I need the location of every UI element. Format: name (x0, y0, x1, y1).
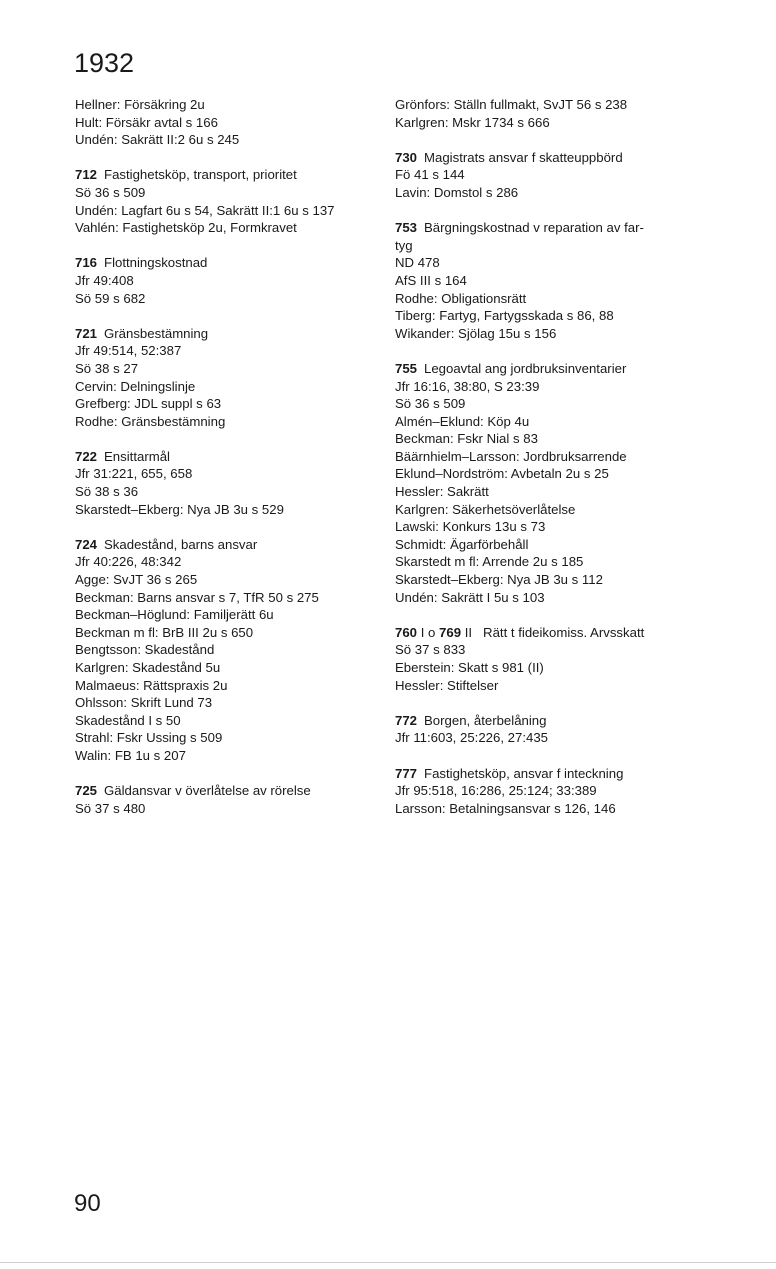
entry-number: 721 (75, 325, 98, 341)
reference-line: Undén: Lagfart 6u s 54, Sakrätt II:1 6u s 137 (75, 202, 335, 218)
reference-line: Karlgren: Säkerhetsöverlåtelse (395, 501, 576, 517)
entry-heading (395, 149, 695, 167)
right-column (395, 96, 695, 835)
reference-line: Almén–Eklund: Köp 4u (395, 413, 530, 429)
reference-line: Wikander: Sjölag 15u s 156 (395, 325, 557, 341)
left-column (75, 96, 375, 835)
reference-line: Karlgren: Skadestånd 5u (75, 660, 221, 675)
continued-entry (75, 96, 375, 149)
entry-724 (75, 536, 375, 765)
reference-line: Schmidt: Ägarförbehåll (395, 536, 529, 552)
entry-number: 730 (395, 149, 418, 165)
reference-line: Beckman: Fskr Nial s 83 (395, 431, 538, 447)
entry-number: 724 (75, 536, 98, 552)
entry-part: II (464, 624, 473, 640)
entry-title: Gäldansvar v överlåtelse av rörelse (104, 783, 311, 799)
reference-line: Hellner: Försäkring 2u (75, 97, 205, 112)
entry-753 (395, 219, 695, 342)
entry-721 (75, 325, 375, 431)
entry-heading (75, 782, 375, 800)
entry-title: Borgen, återbelåning (424, 712, 547, 728)
reference-line: Beckman: Barns ansvar s 7, TfR 50 s 275 (75, 589, 319, 605)
entry-772 (395, 712, 695, 747)
reference-line: Vahlén: Fastighetsköp 2u, Formkravet (75, 220, 297, 236)
reference-line: Grönfors: Ställn fullmakt, SvJT 56 s 238 (395, 97, 628, 112)
reference-line: Cervin: Delningslinje (75, 378, 196, 394)
entry-title: Fastighetsköp, ansvar f inteckning (424, 765, 624, 781)
reference-line: Fö 41 s 144 (395, 167, 465, 183)
reference-line: Eklund–Nordström: Avbetaln 2u s 25 (395, 466, 609, 482)
reference-line: Walin: FB 1u s 207 (75, 747, 186, 763)
reference-line: Malmaeus: Rättspraxis 2u (75, 677, 228, 693)
page-bottom-edge (0, 1262, 776, 1263)
reference-line: Hult: Försäkr avtal s 166 (75, 114, 218, 130)
entry-number: 777 (395, 765, 418, 781)
entry-title: Skadestånd, barns ansvar (104, 536, 258, 552)
reference-line: Beckman–Höglund: Familjerätt 6u (75, 607, 274, 623)
entry-number: 716 (75, 255, 98, 271)
reference-line: Sö 36 s 509 (395, 396, 466, 412)
reference-line: Jfr 49:514, 52:387 (75, 343, 182, 359)
entry-number: 760 (395, 624, 418, 640)
entry-716 (75, 254, 375, 307)
entry-number: 722 (75, 448, 98, 464)
entry-number: 769 (439, 624, 462, 640)
continued-entry (395, 96, 695, 131)
entry-heading (75, 254, 375, 272)
reference-line: Jfr 95:518, 16:286, 25:124; 33:389 (395, 783, 597, 799)
reference-line: ND 478 (395, 255, 440, 271)
entry-number: 755 (395, 360, 418, 376)
reference-line: Lawski: Konkurs 13u s 73 (395, 519, 546, 535)
reference-line: Jfr 11:603, 25:226, 27:435 (395, 730, 548, 746)
reference-line: Jfr 40:226, 48:342 (75, 554, 182, 570)
reference-line: Karlgren: Mskr 1734 s 666 (395, 114, 550, 130)
reference-line: Sö 59 s 682 (75, 290, 146, 306)
entry-title: Fastighetsköp, transport, prioritet (104, 167, 297, 183)
reference-line: Agge: SvJT 36 s 265 (75, 572, 198, 588)
reference-line: Larsson: Betalningsansvar s 126, 146 (395, 800, 616, 816)
reference-line: Sö 38 s 36 (75, 484, 139, 500)
reference-line: Undén: Sakrätt I 5u s 103 (395, 589, 545, 605)
entry-title: Ensittarmål (104, 448, 170, 464)
entry-connector: I o (420, 624, 436, 640)
reference-line: Bengtsson: Skadestånd (75, 642, 215, 658)
entry-title: Flottningskostnad (104, 255, 208, 271)
entry-heading (395, 765, 695, 783)
reference-line: Sö 37 s 480 (75, 800, 146, 816)
reference-line: Strahl: Fskr Ussing s 509 (75, 730, 223, 746)
entry-title: Magistrats ansvar f skatteuppbörd (424, 149, 623, 165)
entry-722 (75, 448, 375, 518)
reference-line: Skarstedt–Ekberg: Nya JB 3u s 529 (75, 501, 284, 517)
reference-line: Bäärnhielm–Larsson: Jordbruksarrende (395, 448, 627, 464)
entry-760-769 (395, 624, 695, 694)
entry-number: 712 (75, 167, 98, 183)
reference-line: Skarstedt m fl: Arrende 2u s 185 (395, 554, 584, 570)
reference-line: Tiberg: Fartyg, Fartygsskada s 86, 88 (395, 308, 614, 324)
reference-line: Grefberg: JDL suppl s 63 (75, 396, 222, 412)
entry-730 (395, 149, 695, 202)
reference-line: Undén: Sakrätt II:2 6u s 245 (75, 132, 240, 148)
entry-heading (395, 712, 695, 730)
entry-755 (395, 360, 695, 606)
reference-line: Sö 37 s 833 (395, 642, 466, 658)
reference-line: Lavin: Domstol s 286 (395, 184, 519, 200)
reference-line: Jfr 49:408 (75, 272, 134, 288)
entry-title: Rätt t fideikomiss. Arvsskatt (483, 624, 645, 640)
entry-heading (75, 448, 375, 466)
reference-line: Hessler: Sakrätt (395, 484, 489, 500)
page-year-heading: 1932 (74, 48, 135, 78)
page-number: 90 (74, 1190, 101, 1217)
reference-line: AfS III s 164 (395, 272, 467, 288)
entry-777 (395, 765, 695, 818)
reference-line: Skadestånd I s 50 (75, 712, 181, 728)
entry-number: 725 (75, 783, 98, 799)
reference-line: Ohlsson: Skrift Lund 73 (75, 695, 213, 711)
entry-number: 753 (395, 220, 418, 236)
entry-712 (75, 166, 375, 236)
entry-heading (395, 624, 695, 642)
reference-line: Skarstedt–Ekberg: Nya JB 3u s 112 (395, 572, 603, 588)
entry-heading (75, 325, 375, 343)
reference-line: Jfr 16:16, 38:80, S 23:39 (395, 378, 540, 394)
entry-725 (75, 782, 375, 817)
entry-title: Legoavtal ang jordbruksinventarier (424, 360, 627, 376)
entry-heading (395, 219, 695, 237)
entry-heading (75, 536, 375, 554)
entry-heading (395, 360, 695, 378)
reference-line: Rodhe: Gränsbestämning (75, 413, 226, 429)
reference-line: Jfr 31:221, 655, 658 (75, 466, 193, 482)
reference-line: Rodhe: Obligationsrätt (395, 290, 527, 306)
reference-line: Eberstein: Skatt s 981 (II) (395, 660, 544, 675)
reference-line: Beckman m fl: BrB III 2u s 650 (75, 624, 254, 640)
reference-line: Hessler: Stiftelser (395, 677, 499, 693)
entry-title-continuation: tyg (395, 237, 413, 253)
reference-line: Sö 38 s 27 (75, 360, 139, 376)
entry-number: 772 (395, 712, 418, 728)
entry-heading (75, 166, 375, 184)
reference-line: Sö 36 s 509 (75, 184, 146, 200)
entry-title: Gränsbestämning (104, 325, 209, 341)
entry-title: Bärgningskostnad v reparation av far- (424, 220, 644, 236)
